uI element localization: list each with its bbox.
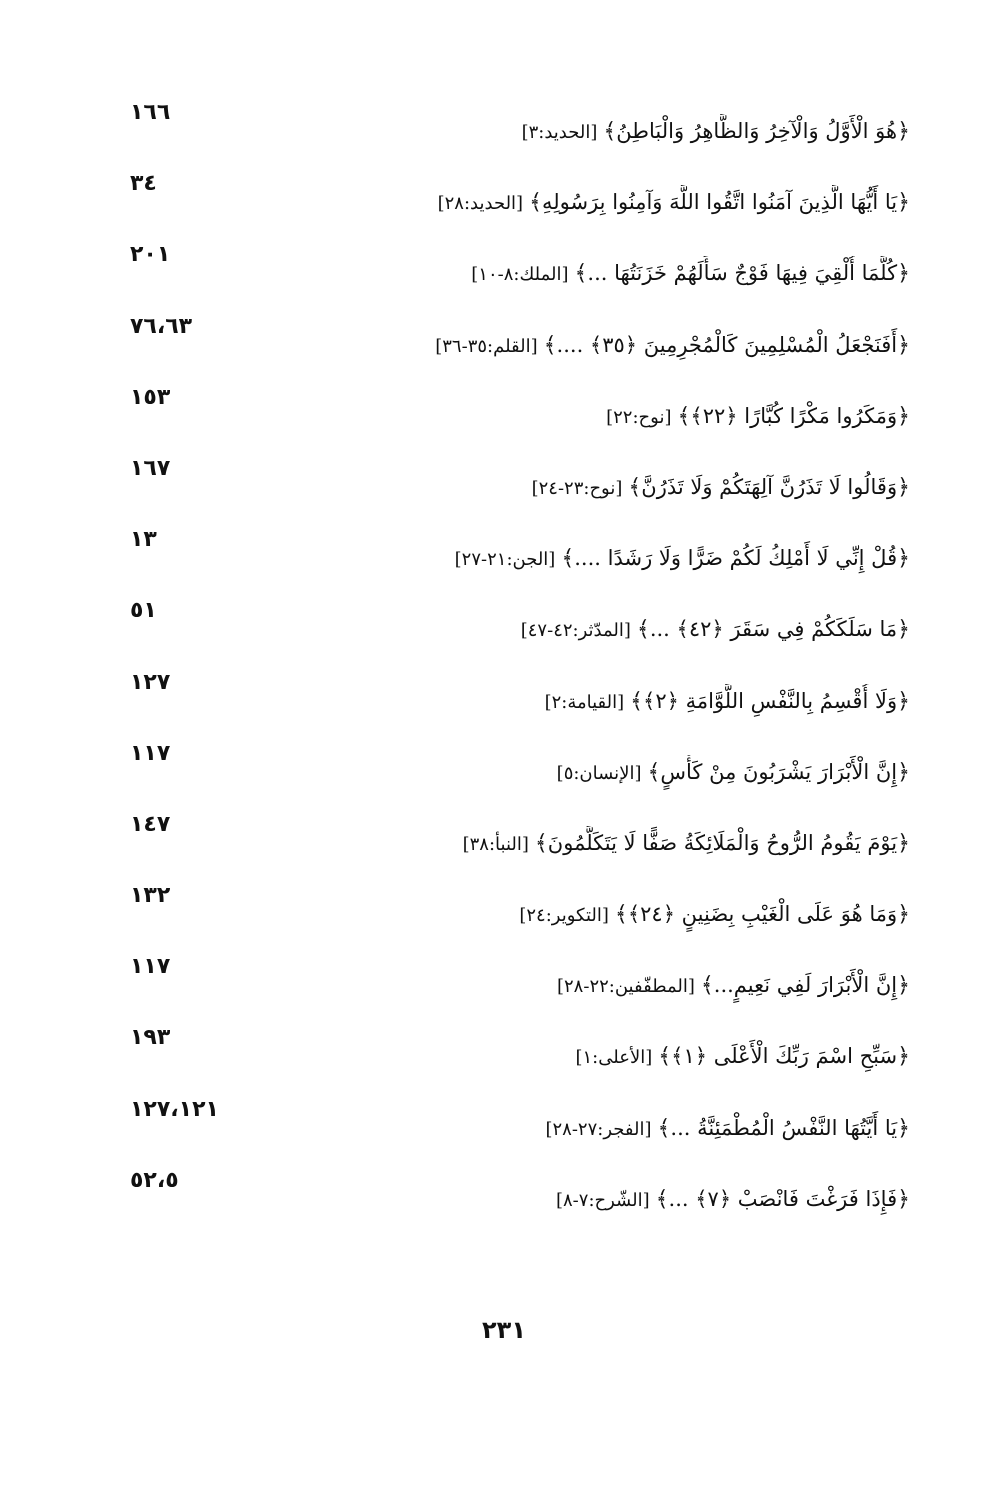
page-references: ٥١	[130, 598, 157, 624]
opening-bracket: ﴿	[897, 830, 910, 856]
list-item	[120, 381, 910, 452]
verse-text: يَا أَيُّهَا الَّذِينَ آمَنُوا اتَّقُوا اللَّهَ وَآمِنُوا بِرَسُولِهِ	[541, 190, 898, 215]
list-item	[120, 523, 910, 594]
verse-text: قُلْ إِنِّي لَا أَمْلِكُ لَكُمْ ضَرًّا وَلَا رَشَدًا ....	[574, 546, 898, 571]
surah-reference: [نوح:٢٢]	[606, 406, 672, 428]
opening-bracket: ﴿	[897, 1115, 910, 1141]
verse-text: كُلَّمَا أُلْقِيَ فِيهَا فَوْجٌ سَأَلَهُمْ خَزَنَتُهَا ...	[587, 261, 898, 286]
surah-reference: [المطفّفين:٢٢-٢٨]	[556, 976, 695, 998]
verse-citation	[575, 1039, 910, 1075]
surah-reference: [الأعلى:١]	[575, 1047, 653, 1069]
opening-bracket: ﴿	[897, 474, 910, 500]
page-references: ١٣٢	[130, 883, 171, 909]
page-references: ٢٠١	[130, 242, 171, 268]
closing-bracket: ﴾	[657, 1115, 671, 1141]
verse-text: مَا سَلَكَكُمْ فِي سَقَرَ ﴿٤٢﴾ ...	[649, 617, 898, 642]
opening-bracket: ﴿	[897, 902, 910, 928]
surah-reference: [المدّثر:٤٢-٤٧]	[520, 620, 631, 642]
opening-bracket: ﴿	[897, 403, 910, 429]
surah-reference: [القلم:٣٥-٣٦]	[435, 335, 538, 357]
page-references: ١٤٧	[130, 811, 171, 837]
opening-bracket: ﴿	[897, 1044, 910, 1070]
verse-text: إِنَّ الْأَبْرَارَ لَفِي نَعِيمٍ...	[713, 973, 898, 998]
page-number: ٢٣١	[482, 1316, 526, 1344]
opening-bracket: ﴿	[897, 759, 910, 785]
surah-reference: [الحديد:٢٨]	[437, 193, 524, 215]
page-references: ٥٢،٥	[130, 1167, 179, 1193]
verse-citation	[435, 328, 910, 364]
opening-bracket: ﴿	[897, 261, 910, 287]
closing-bracket: ﴾	[677, 403, 691, 429]
closing-bracket: ﴾	[614, 902, 628, 928]
list-item	[120, 666, 910, 737]
list-item	[120, 310, 910, 381]
list-item	[120, 96, 910, 167]
verse-text: يَوْمَ يَقُومُ الرُّوحُ وَالْمَلَائِكَةُ صَفًّا لَا يَتَكَلَّمُونَ	[547, 830, 898, 855]
verse-text: إِنَّ الْأَبْرَارَ يَشْرَبُونَ مِنْ كَأْسٍ	[660, 759, 898, 784]
page-references: ١٦٧	[130, 455, 171, 481]
page-references: ٧٦،٦٣	[130, 313, 193, 339]
closing-bracket: ﴾	[603, 119, 617, 144]
list-item	[120, 594, 910, 665]
verse-text: أَفَنَجْعَلُ الْمُسْلِمِينَ كَالْمُجْرِمِينَ ﴿٣٥﴾ ....	[556, 332, 898, 357]
closing-bracket: ﴾	[655, 1186, 669, 1212]
verse-citation	[438, 185, 910, 221]
verse-text: سَبِّحِ اسْمَ رَبِّكَ الْأَعْلَى ﴿١﴾	[671, 1044, 898, 1069]
surah-reference: [نوح:٢٣-٢٤]	[531, 477, 623, 499]
list-item	[120, 1021, 910, 1092]
page-references: ١١٧	[130, 740, 171, 766]
list-item	[120, 950, 910, 1021]
verse-index-list	[120, 96, 910, 1235]
surah-reference: [الجن:٢١-٢٧]	[454, 549, 556, 571]
list-item	[120, 737, 910, 808]
opening-bracket: ﴿	[897, 332, 910, 358]
opening-bracket: ﴿	[897, 546, 910, 572]
verse-text: يَا أَيَّتُهَا النَّفْسُ الْمُطْمَئِنَّةُ ...	[670, 1115, 898, 1140]
verse-citation	[532, 470, 910, 506]
list-item	[120, 808, 910, 879]
closing-bracket: ﴾	[628, 474, 642, 500]
opening-bracket: ﴿	[897, 190, 910, 216]
verse-citation	[521, 612, 910, 648]
list-item	[120, 1093, 910, 1164]
verse-text: وَمَكَرُوا مَكْرًا كُبَّارًا ﴿٢٢﴾	[690, 403, 898, 428]
closing-bracket: ﴾	[630, 688, 644, 714]
list-item	[120, 879, 910, 950]
closing-bracket: ﴾	[561, 546, 575, 572]
closing-bracket: ﴾	[529, 190, 542, 216]
page-references: ١٩٣	[130, 1025, 171, 1051]
verse-citation	[522, 114, 910, 150]
list-item	[120, 1164, 910, 1235]
verse-text: وَقَالُوا لَا تَذَرُنَّ آلِهَتَكُمْ وَلَا تَذَرُنَّ	[641, 474, 898, 499]
closing-bracket: ﴾	[636, 617, 650, 643]
verse-citation	[455, 541, 910, 577]
opening-bracket: ﴿	[897, 973, 910, 999]
verse-citation	[557, 968, 910, 1004]
opening-bracket: ﴿	[897, 1186, 910, 1212]
verse-citation	[463, 826, 910, 862]
surah-reference: [الفجر:٢٧-٢٨]	[545, 1118, 652, 1140]
surah-reference: [القيامة:٢]	[544, 691, 625, 713]
verse-citation	[519, 897, 910, 933]
page-references: ١٢٧،١٢١	[130, 1096, 219, 1122]
opening-bracket: ﴿	[897, 119, 910, 144]
list-item	[120, 238, 910, 309]
page-references: ١١٧	[130, 954, 171, 980]
surah-reference: [الإنسان:٥]	[556, 762, 642, 784]
verse-citation	[556, 1182, 910, 1218]
closing-bracket: ﴾	[647, 759, 661, 785]
closing-bracket: ﴾	[658, 1044, 672, 1070]
list-item	[120, 167, 910, 238]
list-item	[120, 452, 910, 523]
surah-reference: [التكوير:٢٤]	[519, 905, 609, 927]
opening-bracket: ﴿	[897, 688, 910, 714]
verse-citation	[557, 755, 910, 791]
closing-bracket: ﴾	[543, 332, 557, 358]
closing-bracket: ﴾	[574, 261, 588, 287]
page-references: ١٣	[130, 527, 157, 553]
verse-text: فَإِذَا فَرَغْتَ فَانْصَبْ ﴿٧﴾ ...	[668, 1186, 898, 1211]
page-references: ٣٤	[130, 171, 157, 197]
surah-reference: [الحديد:٣]	[521, 122, 598, 143]
verse-text: وَمَا هُوَ عَلَى الْغَيْبِ بِضَنِينٍ ﴿٢٤﴾	[627, 902, 898, 927]
surah-reference: [الشّرح:٧-٨]	[555, 1189, 650, 1211]
verse-text: هُوَ الْأَوَّلُ وَالْآخِرُ وَالظَّاهِرُ وَالْبَاطِنُ	[616, 119, 898, 143]
verse-citation	[545, 684, 910, 720]
verse-citation	[471, 256, 910, 292]
closing-bracket: ﴾	[534, 830, 548, 856]
surah-reference: [الملك:٨-١٠]	[471, 264, 569, 286]
closing-bracket: ﴾	[700, 973, 714, 999]
verse-citation	[545, 1111, 910, 1147]
verse-citation	[606, 399, 910, 435]
page-references: ١٥٣	[130, 384, 171, 410]
page-references: ١٢٧	[130, 669, 171, 695]
opening-bracket: ﴿	[897, 617, 910, 643]
verse-text: وَلَا أُقْسِمُ بِالنَّفْسِ اللَّوَّامَةِ ﴿٢﴾	[643, 688, 898, 713]
page-references: ١٦٦	[130, 100, 171, 125]
surah-reference: [النبأ:٣٨]	[462, 833, 529, 855]
